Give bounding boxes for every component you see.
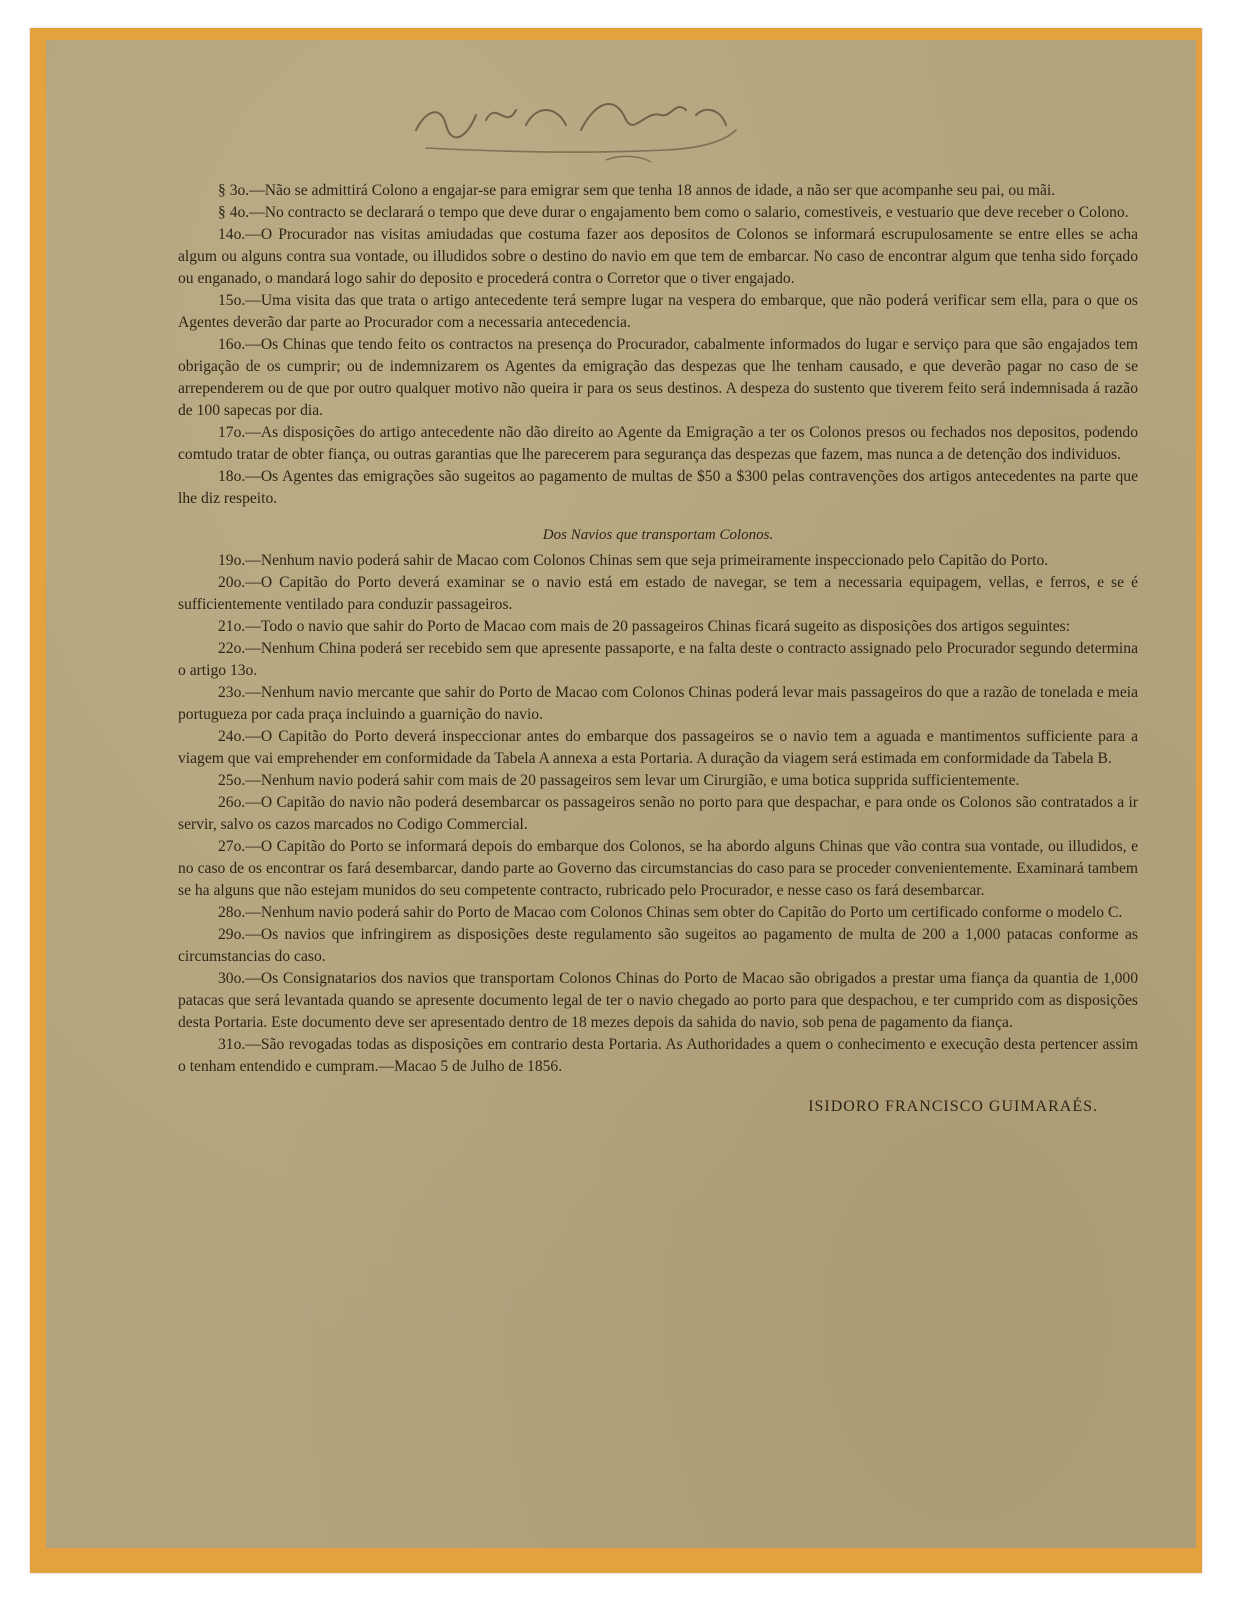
paragraph: § 4o.—No contracto se declarará o tempo que deve durar o engajamento bem como o salario, comestiveis, e vestuario que deve receber o Colono. [218,204,1129,221]
paragraph: 23o.—Nenhum navio mercante que sahir do Porto de Macao com Colonos Chinas poderá levar mais passageiros do que a razão de tonelada e meia portugueza por cada praça incluindo a guarnição do navio. [178,684,1138,723]
paragraph: 18o.—Os Agentes das emigrações são sugeitos ao pagamento de multas de $50 a $300 pelas contravenções dos artigos antecedentes na parte que lhe diz respeito. [178,468,1138,507]
document-page [46,40,1196,1548]
paragraph: 22o.—Nenhum China poderá ser recebido sem que apresente passaporte, e na falta deste o contracto assignado pelo Procurador segundo determina o artigo 13o. [178,640,1138,679]
paragraph: 30o.—Os Consignatarios dos navios que transportam Colonos Chinas do Porto de Macao são obrigados a prestar uma fiança da quantia de 1,000 patacas que será levantada quando se apresente documento legal de ter o navio chegado ao porto para que despachou, e ter cumprido com as disposições desta Portaria. Este documento deve ser apresentado dentro de 18 mezes depois da sahida do navio, sob pena de pagamento da fiança. [178,970,1138,1031]
section-heading: Dos Navios que transportam Colonos. [542,527,774,543]
paragraph: 21o.—Todo o navio que sahir do Porto de Macao com mais de 20 passageiros Chinas ficará sugeito as disposições dos artigos seguintes: [218,618,1071,635]
paragraph: 20o.—O Capitão do Porto deverá examinar se o navio está em estado de navegar, se tem a necessaria equipagem, vellas, e ferros, e se é sufficientemente ventilado para conduzir passageiros. [178,574,1138,613]
paragraph: 27o.—O Capitão do Porto se informará depois do embarque dos Colonos, se ha abordo alguns Chinas que vão contra sua vontade, ou illudidos, e no caso de os encontrar os fará desembarcar, dando parte ao Governo das circumstancias do caso para se proceder convenientemente. Examinará tambem se ha alguns que não estejam munidos do seu competente contracto, rubricado pelo Procurador, e nesse caso os fará desembarcar. [178,838,1138,899]
paragraph: 31o.—São revogadas todas as disposições em contrario desta Portaria. As Authoridades a quem o conhecimento e execução desta pertencer assim o tenham entendido e cumpram.—Macao 5 de Julho de 1856. [178,1036,1138,1075]
paragraph: 14o.—O Procurador nas visitas amiudadas que costuma fazer aos depositos de Colonos se informará escrupulosamente se entre elles se acha algum ou alguns contra sua vontade, ou illudidos sobre o destino do navio em que tem de embarcar. No caso de encontrar algum que tenha sido forçado ou enganado, o mandará logo sahir do deposito e procederá contra o Corretor que o tiver engajado. [178,226,1138,287]
document-text [178,180,1138,1134]
signature: ISIDORO FRANCISCO GUIMARAÉS. [808,1098,1098,1115]
paragraph: 25o.—Nenhum navio poderá sahir com mais de 20 passageiros sem levar um Cirurgião, e uma botica supprida sufficientemente. [218,772,1020,789]
paragraph: 24o.—O Capitão do Porto deverá inspeccionar antes do embarque dos passageiros se o navio tem a aguada e mantimentos sufficiente para a viagem que vai emprehender em conformidade da Tabela A annexa a esta Portaria. A duração da viagem será estimada em conformidade da Tabela B. [178,728,1138,767]
handwritten-annotation [406,70,766,170]
paragraph: 29o.—Os navios que infringirem as disposições deste regulamento são sugeitos ao pagamento de multa de 200 a 1,000 patacas conforme as circumstancias do caso. [178,926,1138,965]
paragraph: 28o.—Nenhum navio poderá sahir do Porto de Macao com Colonos Chinas sem obter do Capitão do Porto um certificado conforme o modelo C. [218,904,1123,921]
paragraph: 17o.—As disposições do artigo antecedente não dão direito ao Agente da Emigração a ter os Colonos presos ou fechados nos depositos, podendo comtudo tratar de obter fiança, ou outras garantias que lhe parecerem para segurança das despezas que fazem, mas nunca a de detenção dos individuos. [178,424,1138,463]
paragraph: § 3o.—Não se admittirá Colono a engajar-se para emigrar sem que tenha 18 annos de idade, a não ser que acompanhe seu pai, ou mãi. [218,182,1056,199]
paragraph: 15o.—Uma visita das que trata o artigo antecedente terá sempre lugar na vespera do embarque, que não poderá verificar sem ella, para o que os Agentes deverão dar parte ao Procurador com a necessaria antecedencia. [178,292,1138,331]
paragraph: 26o.—O Capitão do navio não poderá desembarcar os passageiros senão no porto para que despachar, e para onde os Colonos são contratados a ir servir, salvo os cazos marcados no Codigo Commercial. [178,794,1138,833]
paragraph: 16o.—Os Chinas que tendo feito os contractos na presença do Procurador, cabalmente informados do lugar e serviço para que são engajados tem obrigação de os cumprir; ou de indemnizarem os Agentes da emigração das despezas que lhe tenham causado, e que deverão pagar no caso de se arrependerem ou de que por outro qualquer motivo não queira ir para os seus destinos. A despeza do sustento que tiverem feito será indemnisada á razão de 100 sapecas por dia. [178,336,1138,419]
paragraph: 19o.—Nenhum navio poderá sahir de Macao com Colonos Chinas sem que seja primeiramente inspeccionado pelo Capitão do Porto. [218,552,1049,569]
